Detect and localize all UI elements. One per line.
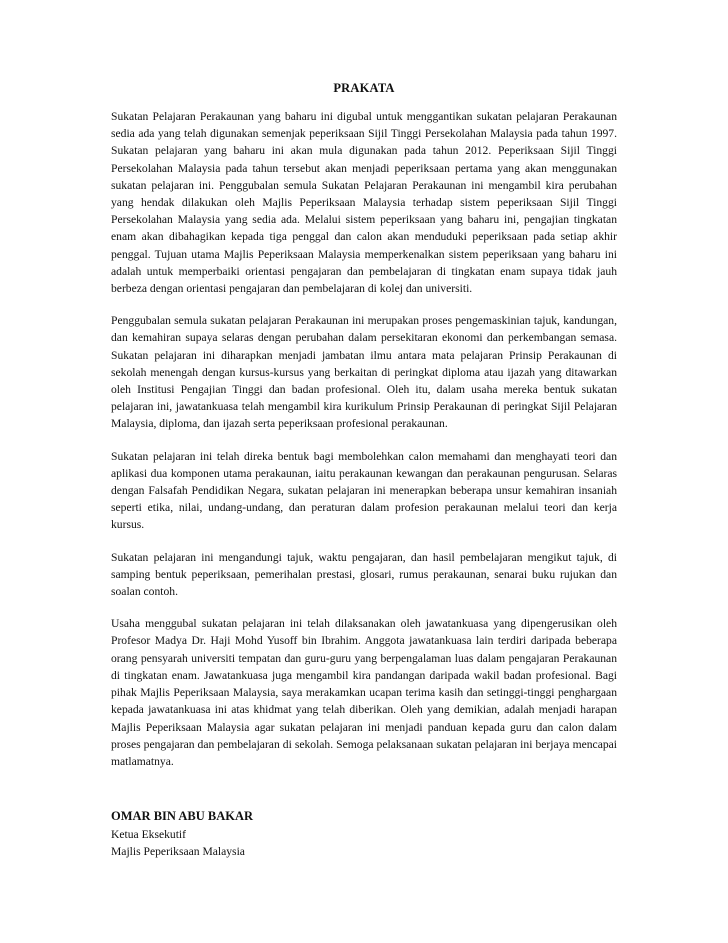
signatory-organization: Majlis Peperiksaan Malaysia bbox=[111, 845, 245, 859]
signatory-position: Ketua Eksekutif bbox=[111, 828, 187, 842]
paragraph-2: Penggubalan semula sukatan pelajaran Perakaunan ini merupakan proses pengemaskinian tajuk, kandungan, dan kemahiran supaya selaras dengan perubahan dalam persekitaran ekonomi dan perkembangan semasa. Sukatan pelajaran ini diharapkan menjadi jambatan ilmu antara mata pelajaran Prinsip Perakaunan di sekolah menengah dengan kursus-kursus yang berkaitan di peringkat diploma atau ijazah yang ditawarkan oleh Institusi Pengajian Tinggi dan badan profesional. Oleh itu, dalam usaha mereka bentuk sukatan pelajaran ini, jawatankuasa telah mengambil kira kurikulum Prinsip Perakaunan di peringkat Sijil Pelajaran Malaysia, diploma, dan ijazah serta peperiksaan profesional perakaunan. bbox=[111, 314, 617, 431]
paragraph-1: Sukatan Pelajaran Perakaunan yang baharu ini digubal untuk menggantikan sukatan pelajaran Perakaunan sedia ada yang telah digunakan semenjak peperiksaan Sijil Tinggi Persekolahan Malaysia pada tahun 1997. Sukatan pelajaran yang baharu ini akan mula digunakan pada tahun 2012. Peperiksaan Sijil Tinggi Persekolahan Malaysia pada tahun tersebut akan menjadi peperiksaan pertama yang akan menggunakan sukatan pelajaran ini. Penggubalan semula Sukatan Pelajaran Perakaunan ini mengambil kira perubahan yang hendak dilakukan oleh Majlis Peperiksaan Malaysia terhadap sistem peperiksaan Sijil Tinggi Persekolahan Malaysia yang sedia ada. Melalui sistem peperiksaan yang baharu ini, pengajian tingkatan enam akan dibahagikan kepada tiga penggal dan calon akan menduduki peperiksaan pada setiap akhir penggal. Tujuan utama Majlis Peperiksaan Malaysia memperkenalkan sistem peperiksaan yang baharu ini adalah untuk memperbaiki orientasi pengajaran dan pembelajaran di tingkatan enam supaya tidak jauh berbeza dengan orientasi pengajaran dan pembelajaran di kolej dan universiti. bbox=[111, 110, 617, 296]
signatory-name: OMAR BIN ABU BAKAR bbox=[111, 809, 254, 824]
signature-block bbox=[111, 808, 617, 860]
paragraph-3: Sukatan pelajaran ini telah direka bentuk bagi membolehkan calon memahami dan menghayati teori dan aplikasi dua komponen utama perakaunan, iaitu perakaunan kewangan dan perakaunan pengurusan. Selaras dengan Falsafah Pendidikan Negara, sukatan pelajaran ini menerapkan beberapa unsur kemahiran insaniah seperti etika, nilai, undang-undang, dan peraturan dalam profesion perakaunan melalui teori dan kerja kursus. bbox=[111, 449, 617, 532]
paragraph-4: Sukatan pelajaran ini mengandungi tajuk, waktu pengajaran, dan hasil pembelajaran mengikut tajuk, di samping bentuk peperiksaan, pemerihalan prestasi, glosari, rumus perakaunan, senarai buku rujukan dan soalan contoh. bbox=[111, 550, 617, 599]
document-title: PRAKATA bbox=[333, 81, 395, 95]
paragraph-5: Usaha menggubal sukatan pelajaran ini telah dilaksanakan oleh jawatankuasa yang dipengerusikan oleh Profesor Madya Dr. Haji Mohd Yusoff bin Ibrahim. Anggota jawatankuasa lain terdiri daripada beberapa orang pensyarah universiti tempatan dan guru-guru yang berpengalaman luas dalam pengajaran Perakaunan di tingkatan enam. Jawatankuasa juga mengambil kira pandangan daripada wakil badan profesional. Bagi pihak Majlis Peperiksaan Malaysia, saya merakamkan ucapan terima kasih dan setinggi-tinggi penghargaan kepada jawatankuasa ini atas khidmat yang telah diberikan. Oleh yang demikian, adalah menjadi harapan Majlis Peperiksaan Malaysia agar sukatan pelajaran ini menjadi panduan kepada guru dan calon dalam proses pengajaran dan pembelajaran di sekolah. Semoga pelaksanaan sukatan pelajaran ini berjaya mencapai matlamatnya. bbox=[111, 617, 617, 768]
document-page bbox=[111, 80, 617, 860]
